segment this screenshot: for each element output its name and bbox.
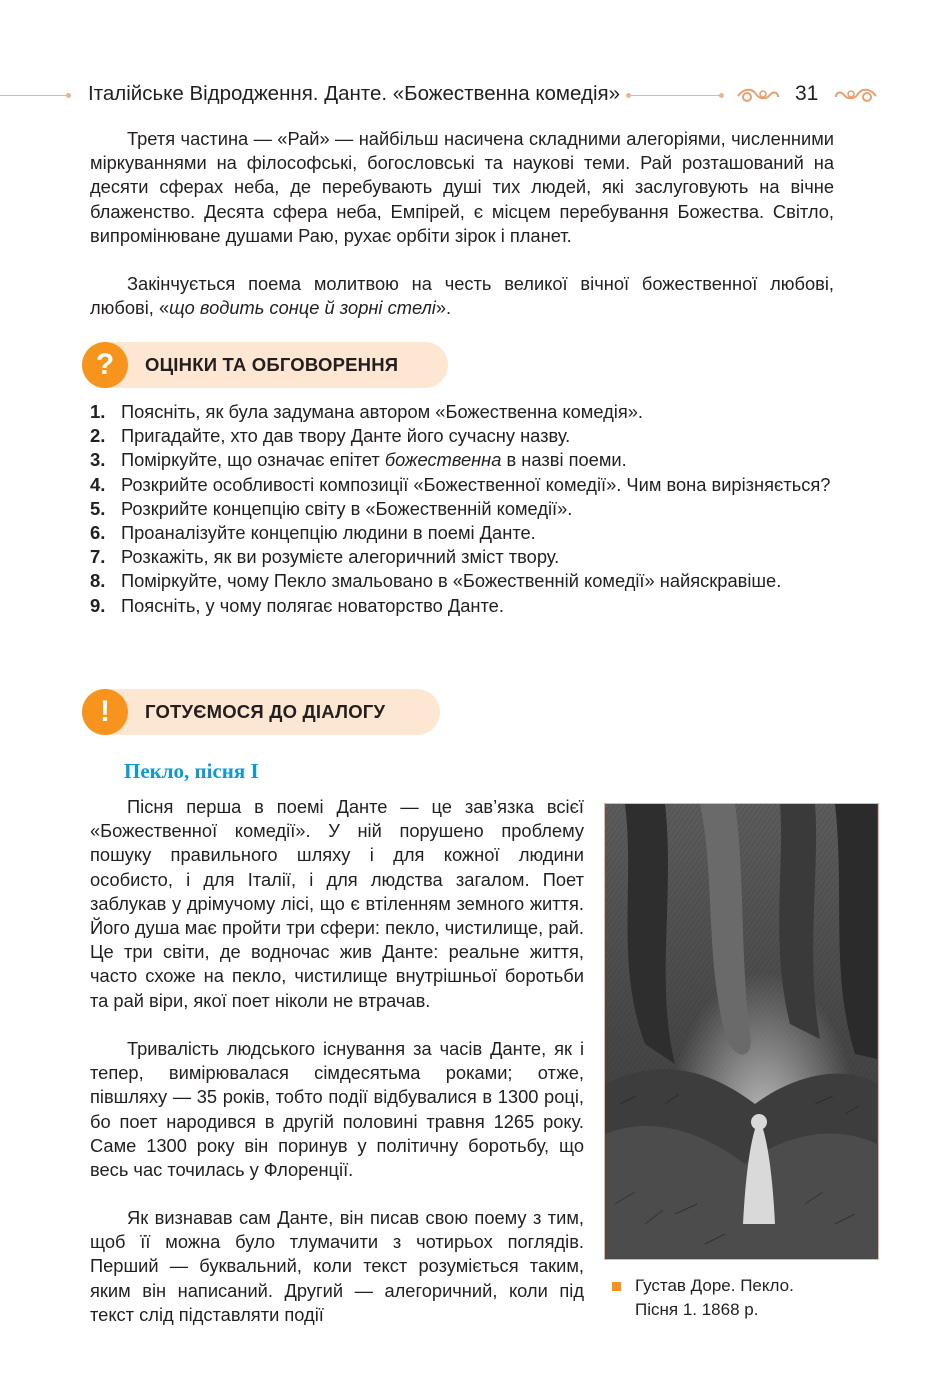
question-item: 3. Поміркуйте, що означає епітет божественна в назві поеми. <box>90 449 627 471</box>
header-rule-dot <box>719 93 724 98</box>
caption-bullet <box>612 1282 621 1291</box>
italic-quote: що водить сонце й зорні стелі <box>169 297 436 319</box>
section-title-evaluation: ОЦІНКИ ТА ОБГОВОРЕННЯ <box>145 354 399 375</box>
dark-forest-engraving-image <box>605 804 877 1258</box>
running-header-title: Італійське Відродження. Данте. «Божественна комедія» <box>88 82 620 105</box>
question-item: 9. Поясніть, у чому полягає новаторство Данте. <box>90 594 504 616</box>
exclamation-mark-icon: ! <box>82 689 128 735</box>
question-item: 7. Розкажіть, як ви розумієте алегоричний зміст твору. <box>90 546 560 568</box>
engraving-illustration <box>604 803 879 1260</box>
header-rule-dot <box>66 93 71 98</box>
question-item: 6. Проаналізуйте концепцію людини в поемі Данте. <box>90 522 536 544</box>
question-item: 2. Пригадайте, хто дав твору Данте його сучасну назву. <box>90 425 571 447</box>
question-mark-icon: ? <box>82 342 128 388</box>
figure-caption: Густав Доре. Пекло. Пісня 1. 1868 р. <box>635 1276 794 1319</box>
question-item: 8. Поміркуйте, чому Пекло змальовано в «Божественній комедії» найяскравіше. <box>90 570 782 592</box>
paragraph-ending: Закінчується поема молитвою на честь великої вічної божественної любові, любові, «що водить сонце й зорні стелі». <box>90 273 834 319</box>
questions-list <box>90 400 834 618</box>
subheading-inferno-canto: Пекло, пісня І <box>124 759 259 783</box>
flourish-ornament-icon <box>834 86 878 106</box>
question-item: 5. Розкрийте концепцію світу в «Божественній комедії». <box>90 497 573 519</box>
section-title-dialogue: ГОТУЄМОСЯ ДО ДІАЛОГУ <box>145 701 386 722</box>
page-number: 31 <box>795 82 819 105</box>
paragraph-interpretation: Як визнавав сам Данте, він писав свою поему з тим, щоб її можна було тлумачити з чотирьох поглядів. Перший — буквальний, коли текст розуміється таким, яким він написаний. Другий — алегоричний, коли під текст слід підставляти події <box>90 1207 584 1325</box>
paragraph-paradise: Третя частина — «Рай» — найбільш насичена складними алегоріями, численними міркуваннями на філософські, богословські та наукові теми. Рай розташований на десяти сферах неба, де перебувають душі тих людей, які заслуговують на вічне блаженство. Десята сфера неба, Емпірей, є місцем перебування Божества. Світло, випромінюване душами Раю, рухає орбіти зірок і планет. <box>90 128 834 246</box>
header-rule-middle <box>630 95 720 96</box>
question-item: 1. Поясніть, як була задумана автором «Божественна комедія». <box>90 401 644 422</box>
flourish-ornament-icon <box>736 86 780 106</box>
paragraph-lifespan: Тривалість людського існування за часів Данте, як і тепер, вимірювалася сімдесятьма роками; отже, півшляху — 35 років, тобто події відбувалися в 1300 році, бо поет народився в другій половині травня 1265 року. Саме 1300 року він поринув у політичну боротьбу, що весь час точилась у Флоренції. <box>90 1038 584 1181</box>
header-rule-left <box>0 95 68 96</box>
paragraph-canto-intro: Пісня перша в поемі Данте — це зав’язка всієї «Божественної комедії». У ній порушено проблему пошуку правильного шляху і для кожної людини особисто, і для Італії, і для людства загалом. Поет заблукав у дрімучому лісі, що є втіленням земного життя. Його душа має пройти три сфери: пекло, чистилище, рай. Це три світи, де водночас жив Данте: реальне життя, часто схоже на пекло, чистилище внутрішньої боротьби та рай віри, якої поет ніколи не втрачав. <box>90 796 584 1011</box>
question-item: 4. Розкрийте особливості композиції «Божественної комедії». Чим вона вирізняється? <box>90 473 831 495</box>
